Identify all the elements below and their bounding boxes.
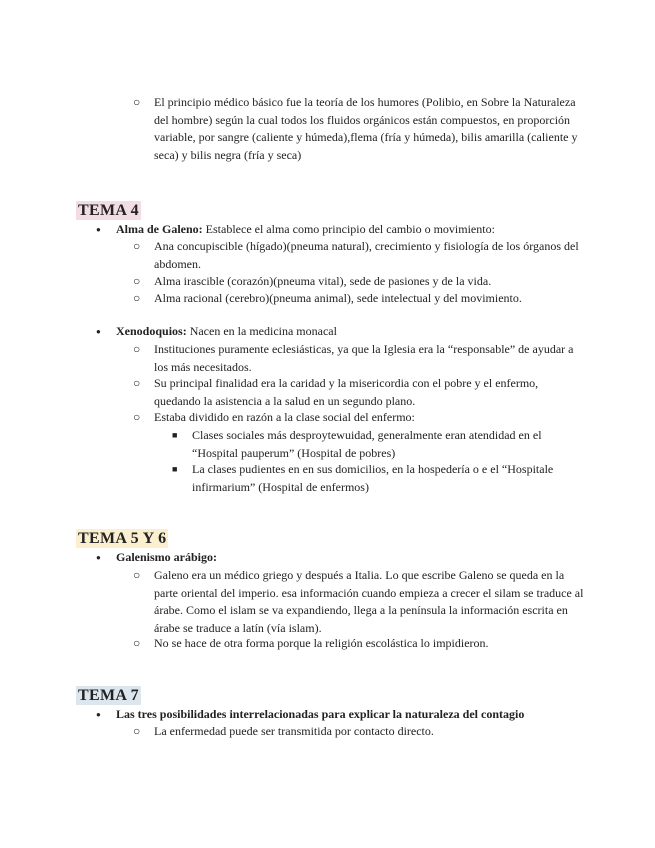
galenismo-religion-text: No se hace de otra forma porque la religión escolástica lo impidieron. [154,636,489,650]
tema4-heading: TEMA 4 [78,202,139,219]
square-bullet-icon: ■ [172,464,178,474]
circle-bullet-icon: ○ [133,724,141,738]
circle-bullet-icon: ○ [133,410,141,424]
square-bullet-icon: ■ [172,430,178,440]
circle-bullet-icon: ○ [133,568,141,582]
disc-bullet-icon: ● [96,327,101,336]
circle-bullet-icon: ○ [133,342,141,356]
xeno-pobres-text: Clases sociales más desproytewuidad, generalmente eran atendidad en el “Hospital pauperum” (Hospital de pobres) [192,428,542,460]
intro-humores-text: El principio médico básico fue la teoría de los humores (Polibio, en Sobre la Naturaleza del hombre) según la cual todos los fluidos orgánicos están compuestos, en proporción variable, por sangre (caliente y húmeda),flema (fría y húmeda), bilis amarilla (caliente y seca) y bilis negra (fría y seca) [154,95,578,162]
tema56-heading: TEMA 5 Y 6 [78,530,167,547]
contagio-label: Las tres posibilidades interrelacionadas para explicar la naturaleza del contagio [116,707,525,721]
xenodoquios-item [116,323,586,341]
xeno-finalidad-text: Su principal finalidad era la caridad y la misericordia con el pobre y el enfermo, quedando la asistencia a la salud en un segundo plano. [154,376,539,408]
galenismo-label: Galenismo arábigo: [116,550,217,564]
xeno-pudientes-text: La clases pudientes en en sus domicilios, en la hospedería o e el “Hospitale infirmarium” (Hospital de enfermos) [192,462,554,494]
circle-bullet-icon: ○ [133,274,141,288]
alma-irascible-text: Alma irascible (corazón)(pneuma vital), sede de pasiones y de la vida. [154,274,492,288]
alma-galeno-label: Alma de Galeno: [116,222,203,236]
disc-bullet-icon: ● [96,225,101,234]
disc-bullet-icon: ● [96,553,101,562]
circle-bullet-icon: ○ [133,239,141,253]
circle-bullet-icon: ○ [133,291,141,305]
alma-galeno-item [116,221,586,239]
xeno-instituciones-text: Instituciones puramente eclesiásticas, ya que la Iglesia era la “responsable” de ayudar a los más necesitados. [154,342,574,374]
alma-concupiscible-text: Ana concupiscible (hígado)(pneuma natural), crecimiento y fisiología de los órganos del abdomen. [154,239,579,271]
circle-bullet-icon: ○ [133,95,141,109]
tema7-heading: TEMA 7 [78,687,139,704]
xenodoquios-text: Nacen en la medicina monacal [186,324,337,338]
alma-racional-text: Alma racional (cerebro)(pneuma animal), sede intelectual y del movimiento. [154,291,522,305]
contagio-contacto-text: La enfermedad puede ser transmitida por contacto directo. [154,724,434,738]
circle-bullet-icon: ○ [133,376,141,390]
xenodoquios-label: Xenodoquios: [116,324,187,338]
xeno-dividido-text: Estaba dividido en razón a la clase social del enfermo: [154,410,415,424]
alma-galeno-text: Establece el alma como principio del cambio o movimiento: [202,222,495,236]
galenismo-galeno-text: Galeno era un médico griego y después a Italia. Lo que escribe Galeno se queda en la parte oriental del imperio. esa información cuando empieza a crecer el silam se traduce al árabe. Como el islam se va expandiendo, llega a la península la información escrita en árabe se traduce a latín (vía islam). [154,568,584,635]
disc-bullet-icon: ● [96,710,101,719]
circle-bullet-icon: ○ [133,636,141,650]
